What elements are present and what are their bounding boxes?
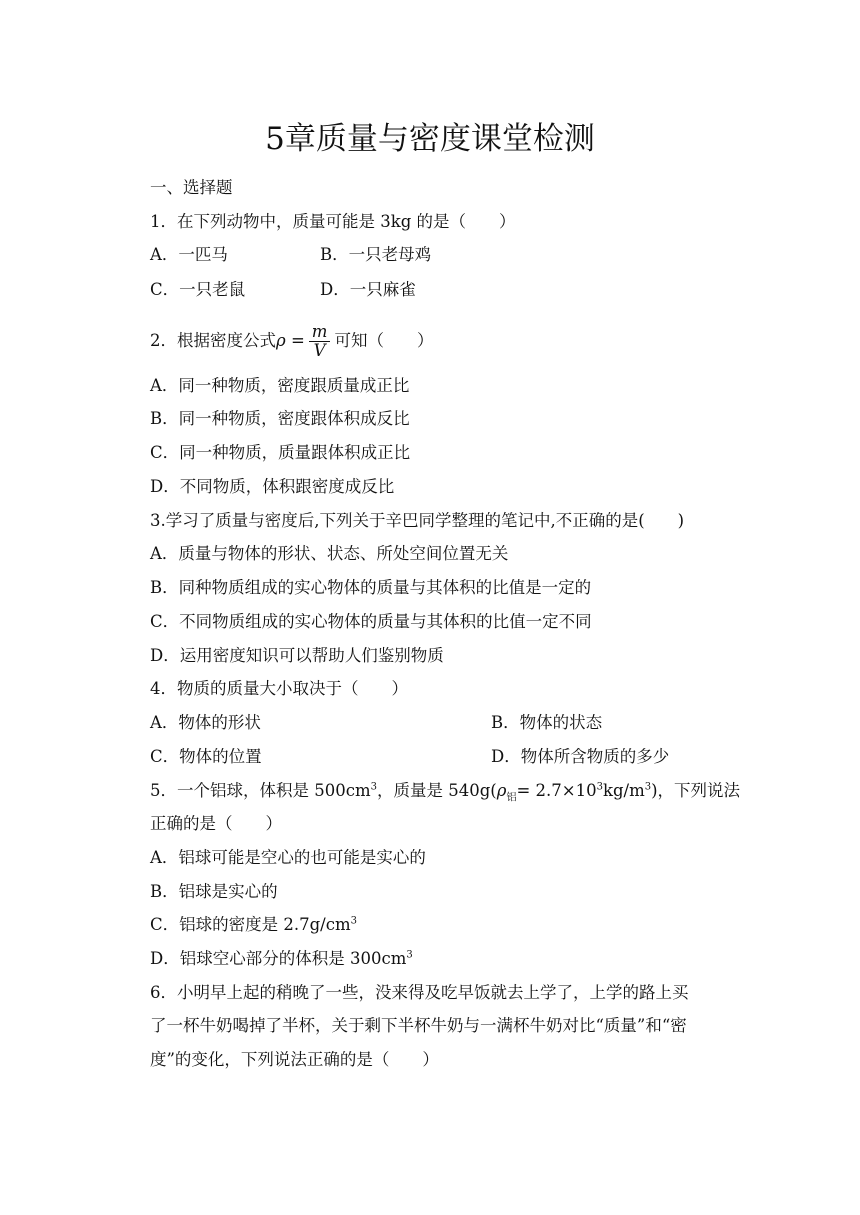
fraction-denominator: V <box>313 341 326 360</box>
question-3-option-a: A．质量与物体的形状、状态、所处空间位置无关 <box>150 544 509 563</box>
question-2-option-c: C．同一种物质，质量跟体积成正比 <box>150 443 411 462</box>
question-2-option-d: D．不同物质，体积跟密度成反比 <box>150 477 395 496</box>
question-6-stem-line3: 度”的变化，下列说法正确的是（ ） <box>150 1050 439 1069</box>
question-2-option-b: B．同一种物质，密度跟体积成反比 <box>150 409 410 428</box>
q5-option-b-text: B．铝球是实心的 <box>150 882 278 901</box>
question-3-option-d: D．运用密度知识可以帮助人们鉴别物质 <box>150 646 444 665</box>
question-6-stem-line1: 6．小明早上起的稍晚了一些，没来得及吃早饭就去上学了，上学的路上买 <box>150 983 689 1002</box>
question-2-stem <box>150 323 730 360</box>
q5-part-b: ，质量是 540g( <box>377 781 497 800</box>
question-4-stem: 4．物质的质量大小取决于（ ） <box>150 679 408 698</box>
equals-sign: = <box>290 331 305 350</box>
question-2-stem-before: 2．根据密度公式 <box>150 331 276 350</box>
question-1-option-b: B．一只老母鸡 <box>320 245 432 264</box>
question-5-option-d <box>150 947 730 971</box>
q5-part-a: 5．一个铝球，体积是 500cm <box>150 781 371 800</box>
q5-rho-subscript: 铝 <box>506 792 517 804</box>
question-5-stem-line2: 正确的是（ ） <box>150 814 282 833</box>
question-1-option-a: A．一匹马 <box>150 245 228 264</box>
q5-option-d-text: D．铝球空心部分的体积是 300cm <box>150 949 407 968</box>
question-3-stem: 3.学习了质量与密度后,下列关于辛巴同学整理的笔记中,不正确的是( ) <box>150 511 685 530</box>
q5-option-c-sup: 3 <box>350 915 357 927</box>
question-1-option-d: D．一只麻雀 <box>320 280 416 299</box>
question-4-option-b: B．物体的状态 <box>491 713 603 732</box>
q5-part-e: )，下列说法 <box>651 781 741 800</box>
density-symbol: ρ <box>276 331 286 350</box>
q5-option-c-text: C．铝球的密度是 2.7g/cm <box>150 915 351 934</box>
q5-option-a-text: A．铝球可能是空心的也可能是实心的 <box>150 848 426 867</box>
q5-sup-d: 3 <box>644 781 652 793</box>
question-2-stem-after: 可知（ ） <box>334 331 434 350</box>
question-5-stem <box>150 779 741 804</box>
q5-part-d: kg/m <box>602 781 645 800</box>
question-6-stem-line2: 了一杯牛奶喝掉了半杯，关于剩下半杯牛奶与一满杯牛奶对比“质量”和“密 <box>150 1016 687 1035</box>
q5-option-d-sup: 3 <box>406 949 413 961</box>
section-heading: 一、选择题 <box>150 178 233 197</box>
page-title: 5章质量与密度课堂检测 <box>265 121 595 157</box>
question-2-option-a: A．同一种物质，密度跟质量成正比 <box>150 376 410 395</box>
question-5-option-b <box>150 880 730 904</box>
question-3-option-b: B．同种物质组成的实心物体的质量与其体积的比值是一定的 <box>150 578 592 597</box>
question-5-option-c <box>150 913 730 937</box>
q5-sup-c: 3 <box>596 781 603 793</box>
question-4-option-d: D．物体所含物质的多少 <box>491 747 670 766</box>
question-3-option-c: C．不同物质组成的实心物体的质量与其体积的比值一定不同 <box>150 612 592 631</box>
q5-sup-a: 3 <box>370 781 377 793</box>
question-4-option-a: A．物体的形状 <box>150 713 261 732</box>
question-4-option-c: C．物体的位置 <box>150 747 262 766</box>
question-1-stem: 1．在下列动物中，质量可能是 3kg 的是（ ） <box>150 212 516 231</box>
question-1-option-c: C．一只老鼠 <box>150 280 246 299</box>
density-formula-fraction <box>309 323 331 360</box>
fraction-numerator: m <box>309 323 331 342</box>
q5-part-c: = 2.7×10 <box>516 781 597 800</box>
q5-rho-symbol: ρ <box>496 781 507 800</box>
question-5-option-a <box>150 846 730 870</box>
